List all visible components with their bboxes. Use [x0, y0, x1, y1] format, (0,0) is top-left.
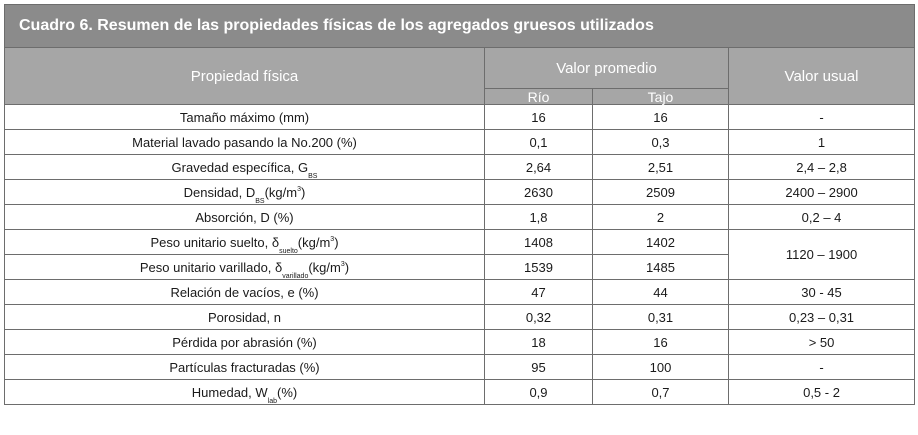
label-unit: (kg/m: [308, 259, 341, 275]
pit-value: 16: [593, 330, 729, 355]
river-value: 47: [485, 280, 593, 305]
header-average: Valor promedio: [485, 48, 729, 89]
header-pit: Tajo: [593, 89, 729, 105]
label-text: Peso unitario varillado, δ: [139, 259, 283, 275]
usual-value: 0,2 – 4: [729, 205, 915, 230]
label-close: ): [300, 184, 306, 200]
header-usual: Valor usual: [729, 48, 915, 105]
pit-value: 100: [593, 355, 729, 380]
label-text: Humedad, W: [191, 384, 268, 400]
label-subscript: BS: [255, 197, 265, 205]
label-unit: (kg/m: [297, 234, 331, 250]
header-river: Río: [485, 89, 593, 105]
table-row: [5, 180, 915, 205]
river-value: 2630: [485, 180, 593, 205]
label-text: Gravedad específica, G: [171, 159, 309, 175]
properties-table-container: [4, 4, 914, 405]
row-label: [5, 380, 485, 405]
pit-value: 1485: [593, 255, 729, 280]
label-superscript: 3: [297, 185, 301, 193]
pit-value: 2: [593, 205, 729, 230]
pit-value: 2,51: [593, 155, 729, 180]
river-value: 16: [485, 105, 593, 130]
usual-value: 2400 – 2900: [729, 180, 915, 205]
river-value: 1408: [485, 230, 593, 255]
pit-value: 16: [593, 105, 729, 130]
river-value: 2,64: [485, 155, 593, 180]
label-subscript: lab: [267, 397, 277, 405]
usual-value: 0,23 – 0,31: [729, 305, 915, 330]
row-label: Material lavado pasando la No.200 (%): [5, 130, 485, 155]
usual-value: 0,5 - 2: [729, 380, 915, 405]
usual-value: 1120 – 1900: [729, 230, 915, 280]
row-label: Pérdida por abrasión (%): [5, 330, 485, 355]
table-row: [5, 230, 915, 255]
pit-value: 0,31: [593, 305, 729, 330]
row-label: Absorción, D (%): [5, 205, 485, 230]
pit-value: 44: [593, 280, 729, 305]
usual-value: 2,4 – 2,8: [729, 155, 915, 180]
usual-value: -: [729, 105, 915, 130]
table-row: [5, 305, 915, 330]
table-row: [5, 280, 915, 305]
row-label: [5, 230, 485, 255]
table-row: [5, 380, 915, 405]
row-label: [5, 180, 485, 205]
river-value: 1539: [485, 255, 593, 280]
table-row: [5, 130, 915, 155]
table-row: [5, 155, 915, 180]
label-subscript: suelto: [279, 247, 298, 255]
label-subscript: varillado: [282, 272, 309, 280]
usual-value: 1: [729, 130, 915, 155]
label-superscript: 3: [330, 235, 335, 243]
row-label: Tamaño máximo (mm): [5, 105, 485, 130]
pit-value: 0,7: [593, 380, 729, 405]
label-unit: (%): [277, 384, 298, 400]
table-row: [5, 355, 915, 380]
usual-value: 30 - 45: [729, 280, 915, 305]
label-close: ): [344, 259, 350, 275]
river-value: 95: [485, 355, 593, 380]
row-label: [5, 255, 485, 280]
properties-table: [4, 4, 915, 405]
label-unit: (kg/m: [264, 184, 298, 200]
label-superscript: 3: [340, 260, 345, 268]
river-value: 18: [485, 330, 593, 355]
river-value: 0,1: [485, 130, 593, 155]
usual-value: > 50: [729, 330, 915, 355]
river-value: 0,9: [485, 380, 593, 405]
label-close: ): [334, 234, 339, 250]
river-value: 1,8: [485, 205, 593, 230]
table-row: [5, 330, 915, 355]
row-label: Partículas fracturadas (%): [5, 355, 485, 380]
pit-value: 2509: [593, 180, 729, 205]
label-subscript: BS: [308, 172, 318, 180]
row-label: Porosidad, n: [5, 305, 485, 330]
table-row: [5, 105, 915, 130]
pit-value: 0,3: [593, 130, 729, 155]
table-title: Cuadro 6. Resumen de las propiedades físicas de los agregados gruesos utilizados: [5, 5, 915, 48]
header-property: Propiedad física: [5, 48, 485, 105]
usual-value: -: [729, 355, 915, 380]
table-row: [5, 205, 915, 230]
row-label: Relación de vacíos, e (%): [5, 280, 485, 305]
river-value: 0,32: [485, 305, 593, 330]
label-text: Peso unitario suelto, δ: [150, 234, 280, 250]
label-text: Densidad, D: [183, 184, 256, 200]
row-label: [5, 155, 485, 180]
pit-value: 1402: [593, 230, 729, 255]
